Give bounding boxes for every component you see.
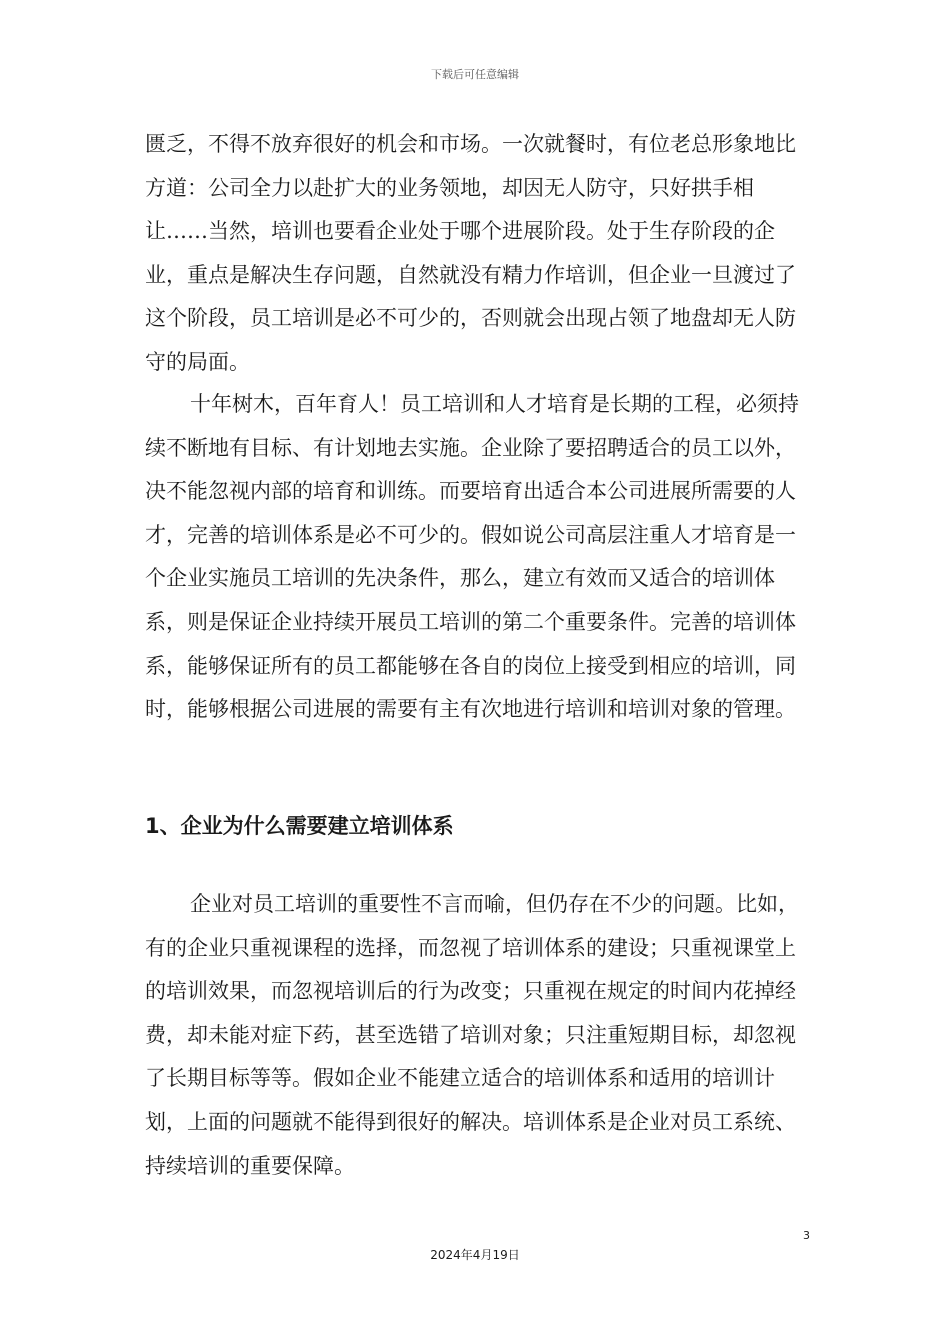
text-block-continuation xyxy=(145,123,805,385)
paragraph: 十年树木，百年育人！员工培训和人才培育是长期的工程，必须持续不断地有目标、有计划地去实施。企业除了要招聘适合的员工以外，决不能忽视内部的培育和训练。而要培育出适合本公司进展所需要的人才，完善的培训体系是必不可少的。假如说公司高层注重人才培育是一个企业实施员工培训的先决条件，那么，建立有效而又适合的培训体系，则是保证企业持续开展员工培训的第二个重要条件。完善的培训体系，能够保证所有的员工都能够在各自的岗位上接受到相应的培训，同时，能够根据公司进展的需要有主有次地进行培训和培训对象的管理。 xyxy=(145,392,799,722)
page-footer-date: 2024年4月19日 xyxy=(430,1248,520,1262)
text-block xyxy=(145,883,805,1188)
page-number: 3 xyxy=(803,1229,810,1242)
paragraph: 匮乏，不得不放弃很好的机会和市场。一次就餐时，有位老总形象地比方道：公司全力以赴扩大的业务领地，却因无人防守，只好拱手相让……当然，培训也要看企业处于哪个进展阶段。处于生存阶段的企业，重点是解决生存问题，自然就没有精力作培训，但企业一旦渡过了这个阶段，员工培训是必不可少的，否则就会出现占领了地盘却无人防守的局面。 xyxy=(145,132,796,374)
section-heading: 1、企业为什么需要建立培训体系 xyxy=(145,814,454,838)
text-block xyxy=(145,383,805,732)
paragraph: 企业对员工培训的重要性不言而喻，但仍存在不少的问题。比如，有的企业只重视课程的选择，而忽视了培训体系的建设；只重视课堂上的培训效果，而忽视培训后的行为改变；只重视在规定的时间内花掉经费，却未能对症下药，甚至选错了培训对象；只注重短期目标，却忽视了长期目标等等。假如企业不能建立适合的培训体系和适用的培训计划，上面的问题就不能得到很好的解决。培训体系是企业对员工系统、持续培训的重要保障。 xyxy=(145,892,799,1178)
page-header: 下载后可任意编辑 xyxy=(431,68,519,81)
